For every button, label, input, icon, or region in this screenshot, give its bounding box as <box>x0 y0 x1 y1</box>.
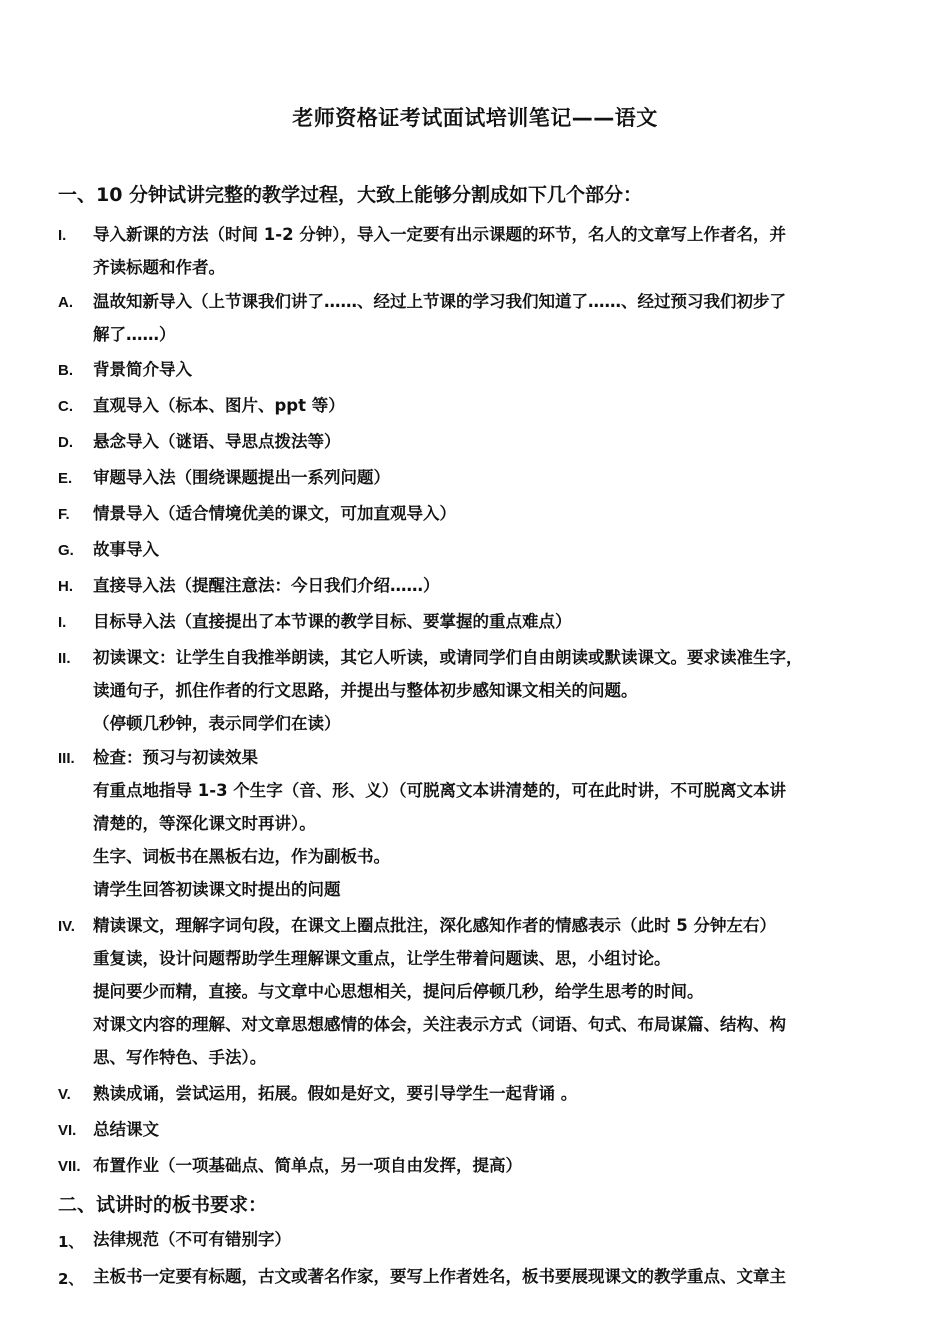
document-title: 老师资格证考试面试培训笔记——语文 <box>292 106 658 130</box>
item-line: 故事导入 <box>93 540 159 559</box>
item-text <box>93 1149 908 1182</box>
item-line: 初读课文：让学生自我推举朗读，其它人听读，或请同学们自由朗读或默读课文。要求读准生字， <box>93 648 803 667</box>
item-marker: E. <box>58 470 73 487</box>
item-marker: VII. <box>58 1158 81 1175</box>
item-line: 提问要少而精，直接。与文章中心思想相关，提问后停顿几秒，给学生思考的时间。 <box>93 982 704 1001</box>
item-line: 有重点地指导 1-3 个生字（音、形、义）（可脱离文本讲清楚的，可在此时讲，不可脱离文本讲 <box>93 781 787 800</box>
item-line: 导入新课的方法（时间 1-2 分钟），导入一定要有出示课题的环节，名人的文章写上作者名，并 <box>93 225 787 244</box>
item-line: 直观导入（标本、图片、ppt 等） <box>93 396 345 415</box>
item-text <box>93 1077 908 1110</box>
item-line: 精读课文，理解字词句段，在课文上圈点批注，深化感知作者的情感表示（此时 5 分钟左右） <box>93 916 776 935</box>
item-line: 思、写作特色、手法）。 <box>93 1048 267 1067</box>
item-line: 背景简介导入 <box>93 360 192 379</box>
item-marker: I. <box>58 227 67 244</box>
item-line: 温故知新导入（上节课我们讲了……、经过上节课的学习我们知道了……、经过预习我们初步了 <box>93 292 786 311</box>
item-text <box>93 461 908 494</box>
item-marker: IV. <box>58 918 75 935</box>
section-1-heading: 一、10 分钟试讲完整的教学过程，大致上能够分割成如下几个部分： <box>58 184 643 206</box>
item-text <box>93 741 908 906</box>
item-marker: II. <box>58 650 71 667</box>
item-marker: H. <box>58 578 73 595</box>
item-marker: 2、 <box>58 1270 84 1288</box>
item-text <box>93 605 908 638</box>
item-line: 清楚的，等深化课文时再讲）。 <box>93 814 316 833</box>
item-text <box>93 909 908 1074</box>
item-line: 悬念导入（谜语、导思点拨法等） <box>93 432 341 451</box>
item-line: 总结课文 <box>93 1120 159 1139</box>
item-text <box>93 641 908 740</box>
item-marker: V. <box>58 1086 71 1103</box>
item-text <box>93 389 908 422</box>
item-line: 主板书一定要有标题，古文或著名作家，要写上作者姓名，板书要展现课文的教学重点、文章主 <box>93 1267 786 1286</box>
item-line: 检查：预习与初读效果 <box>93 748 258 767</box>
item-text <box>93 497 908 530</box>
item-marker: D. <box>58 434 73 451</box>
item-line: 布置作业（一项基础点、简单点，另一项自由发挥，提高） <box>93 1156 522 1175</box>
item-marker: B. <box>58 362 73 379</box>
item-text <box>93 1260 908 1293</box>
item-line: 齐读标题和作者。 <box>93 258 225 277</box>
item-marker: G. <box>58 542 74 559</box>
item-line: 熟读成诵，尝试运用，拓展。假如是好文，要引导学生一起背诵 。 <box>93 1084 578 1103</box>
item-line: 读通句子，抓住作者的行文思路，并提出与整体初步感知课文相关的问题。 <box>93 681 638 700</box>
item-line: 直接导入法（提醒注意法：今日我们介绍……） <box>93 576 440 595</box>
item-marker: VI. <box>58 1122 77 1139</box>
item-text <box>93 533 908 566</box>
item-text <box>93 353 908 386</box>
section-2-heading: 二、试讲时的板书要求： <box>58 1194 268 1216</box>
item-line: 情景导入（适合情境优美的课文，可加直观导入） <box>93 504 456 523</box>
item-line: 目标导入法（直接提出了本节课的教学目标、要掌握的重点难点） <box>93 612 572 631</box>
item-line: 请学生回答初读课文时提出的问题 <box>93 880 341 899</box>
item-text <box>93 285 908 351</box>
item-marker: C. <box>58 398 73 415</box>
item-line: （停顿几秒钟，表示同学们在读） <box>93 714 341 733</box>
item-line: 法律规范（不可有错别字） <box>93 1230 291 1249</box>
item-line: 解了……） <box>93 325 176 344</box>
item-text <box>93 1223 908 1256</box>
item-marker: F. <box>58 506 70 523</box>
item-text <box>93 569 908 602</box>
item-text <box>93 425 908 458</box>
item-marker: 1、 <box>58 1233 84 1251</box>
item-text <box>93 218 908 284</box>
item-line: 对课文内容的理解、对文章思想感情的体会，关注表示方式（词语、句式、布局谋篇、结构、构 <box>93 1015 786 1034</box>
item-marker: A. <box>58 294 73 311</box>
item-line: 生字、词板书在黑板右边，作为副板书。 <box>93 847 390 866</box>
item-text <box>93 1113 908 1146</box>
item-marker: III. <box>58 750 75 767</box>
item-line: 审题导入法（围绕课题提出一系列问题） <box>93 468 390 487</box>
item-marker: I. <box>58 614 67 631</box>
item-line: 重复读，设计问题帮助学生理解课文重点，让学生带着问题读、思，小组讨论。 <box>93 949 671 968</box>
